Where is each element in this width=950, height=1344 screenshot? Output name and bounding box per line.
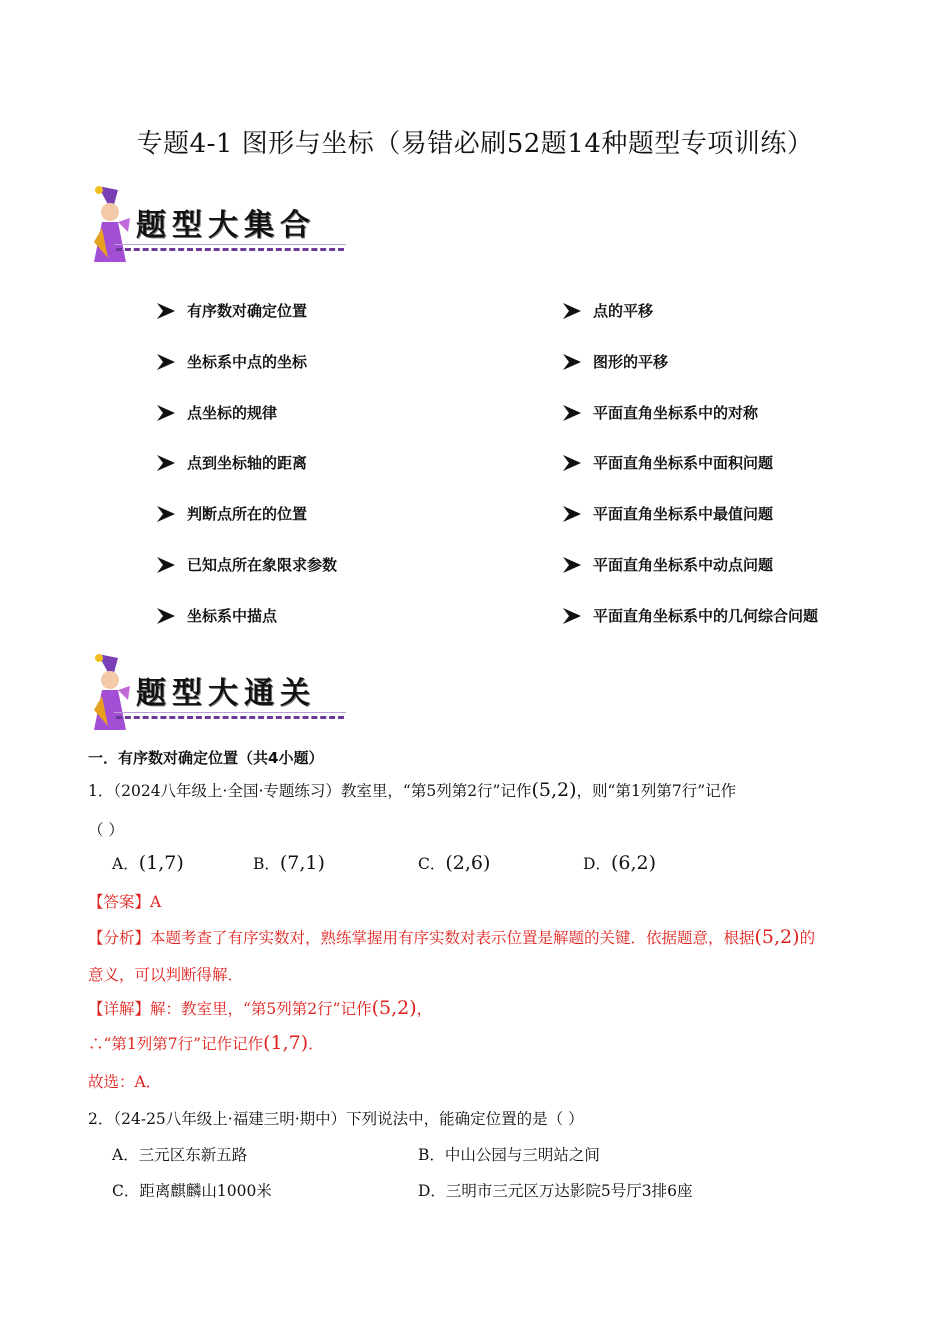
- option-value: (7,1): [279, 852, 325, 874]
- question-1-blank: （ ）: [88, 821, 124, 839]
- banner-question-practice: [88, 650, 358, 736]
- arrowhead-bullet-icon: [561, 353, 583, 371]
- option-value: (1,7): [138, 852, 184, 874]
- topic-label: 坐标系中点的坐标: [187, 353, 308, 371]
- topic-label: 已知点所在象限求参数: [187, 556, 338, 574]
- option-b: [253, 852, 325, 874]
- topic-label: 图形的平移: [593, 353, 669, 371]
- final-choice: 故选：A．: [88, 1073, 162, 1091]
- coordinate: (5,2): [371, 997, 417, 1019]
- coordinate: (5,2): [531, 779, 577, 801]
- option-label: A．: [112, 855, 139, 873]
- detail: [88, 997, 432, 1019]
- text-span: 【分析】本题考查了有序实数对，熟练掌握用有序实数对表示位置是解题的关键．依据题意，根据: [88, 929, 755, 947]
- topic-label: 平面直角坐标系中面积问题: [593, 454, 774, 472]
- text-span: 1．（2024八年级上·全国·专题练习）教室里，“第5列第2行”记作: [88, 782, 532, 800]
- banner-title: 题型大通关: [136, 676, 316, 711]
- topic-label: 有序数对确定位置: [187, 302, 308, 320]
- option-value: (6,2): [610, 852, 656, 874]
- question-1-stem: [88, 779, 736, 801]
- arrowhead-bullet-icon: [155, 454, 177, 472]
- option-a: [112, 852, 184, 874]
- arrowhead-bullet-icon: [561, 454, 583, 472]
- text-span: ，则“第1列第7行”记作: [576, 782, 737, 800]
- arrowhead-bullet-icon: [155, 556, 177, 574]
- page-title: 专题4-1 图形与坐标（易错必刷52题14种题型专项训练）: [136, 129, 814, 159]
- topic-item: [155, 554, 337, 575]
- option-c: C．距离麒麟山1000米: [112, 1182, 272, 1200]
- topic-label: 平面直角坐标系中最值问题: [593, 505, 774, 523]
- arrowhead-bullet-icon: [561, 556, 583, 574]
- text-span: 【详解】解：教室里，“第5列第2行”记作: [88, 1000, 372, 1018]
- option-c: [418, 852, 490, 874]
- topic-item: [561, 402, 758, 423]
- topic-item: [561, 300, 653, 321]
- arrowhead-bullet-icon: [155, 302, 177, 320]
- option-label: B．: [253, 855, 280, 873]
- text-span: ．: [308, 1035, 324, 1053]
- option-a: A．三元区东新五路: [112, 1146, 248, 1164]
- analysis-continued: 意义，可以判断得解．: [88, 966, 244, 984]
- option-label: C．: [418, 855, 446, 873]
- option-value: (2,6): [445, 852, 491, 874]
- topic-label: 坐标系中描点: [187, 607, 278, 625]
- arrowhead-bullet-icon: [561, 404, 583, 422]
- arrowhead-bullet-icon: [155, 353, 177, 371]
- coordinate: (1,7): [263, 1032, 309, 1054]
- topic-item: [561, 452, 773, 473]
- arrowhead-bullet-icon: [155, 607, 177, 625]
- topic-label: 点的平移: [593, 302, 654, 320]
- topic-item: [561, 605, 818, 626]
- topic-label: 点到坐标轴的距离: [187, 454, 308, 472]
- arrowhead-bullet-icon: [155, 404, 177, 422]
- banner-title: 题型大集合: [136, 208, 316, 243]
- therefore-line: [88, 1032, 324, 1054]
- option-label: D．: [583, 855, 611, 873]
- topic-item: [155, 452, 307, 473]
- topic-item: [155, 351, 307, 372]
- question-2-stem: 2．（24-25八年级上·福建三明·期中）下列说法中，能确定位置的是（ ）: [88, 1110, 584, 1128]
- topic-item: [561, 503, 773, 524]
- topic-item: [155, 402, 277, 423]
- text-span: 的: [799, 929, 816, 947]
- analysis: [88, 926, 815, 948]
- text-span: ∴“第1列第7行”记作记作: [88, 1035, 264, 1053]
- topic-label: 点坐标的规律: [187, 404, 278, 422]
- option-d: [583, 852, 656, 874]
- topic-item: [155, 503, 307, 524]
- topic-item: [155, 605, 277, 626]
- option-d: D．三明市三元区万达影院5号厅3排6座: [418, 1182, 693, 1200]
- topic-label: 平面直角坐标系中的几何综合问题: [593, 607, 819, 625]
- section-heading: 一．有序数对确定位置（共4小题）: [88, 749, 324, 767]
- topic-label: 平面直角坐标系中动点问题: [593, 556, 774, 574]
- answer: 【答案】A: [88, 893, 162, 911]
- topic-label: 平面直角坐标系中的对称: [593, 404, 759, 422]
- coordinate: (5,2): [754, 926, 800, 948]
- arrowhead-bullet-icon: [561, 607, 583, 625]
- topic-item: [155, 300, 307, 321]
- arrowhead-bullet-icon: [155, 505, 177, 523]
- topic-item: [561, 351, 668, 372]
- text-span: ，: [416, 1000, 433, 1018]
- option-b: B．中山公园与三明站之间: [418, 1146, 600, 1164]
- topic-label: 判断点所在的位置: [187, 505, 308, 523]
- banner-question-types: [88, 182, 358, 268]
- topic-item: [561, 554, 773, 575]
- arrowhead-bullet-icon: [561, 505, 583, 523]
- arrowhead-bullet-icon: [561, 302, 583, 320]
